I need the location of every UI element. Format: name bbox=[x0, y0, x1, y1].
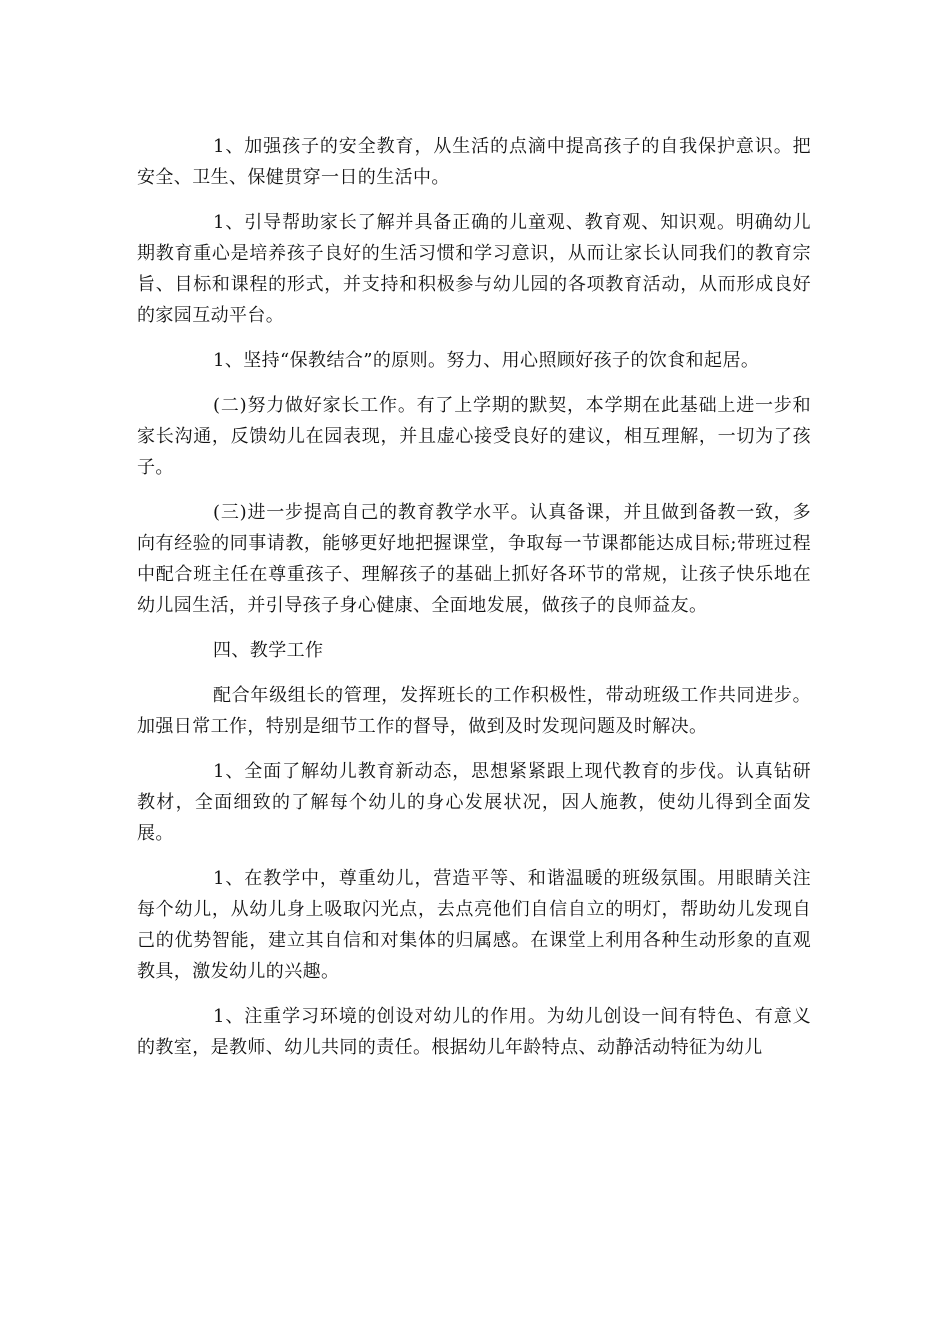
paragraph-class-management: 配合年级组长的管理，发挥班长的工作积极性，带动班级工作共同进步。加强日常工作，特别是细节工作的督导，做到及时发现问题及时解决。 bbox=[137, 685, 811, 737]
paragraph-teaching-level: (三)进一步提高自己的教育教学水平。认真备课，并且做到备教一致，多向有经验的同事请教，能够更好地把握课堂，争取每一节课都能达成目标;带班过程中配合班主任在尊重孩子、理解孩子的基础上抓好各环节的常规，让孩子快乐地在幼儿园生活，并引导孩子身心健康、全面地发展，做孩子的良师益友。 bbox=[137, 502, 811, 616]
paragraph-education-trends: 1、全面了解幼儿教育新动态，思想紧紧跟上现代教育的步伐。认真钻研教材，全面细致的了解每个幼儿的身心发展状况，因人施教，使幼儿得到全面发展。 bbox=[137, 761, 811, 844]
paragraph-safety-education: 1、加强孩子的安全教育，从生活的点滴中提高孩子的自我保护意识。把安全、卫生、保健贯穿一日的生活中。 bbox=[137, 136, 811, 188]
paragraph-care-and-education: 1、坚持“保教结合”的原则。努力、用心照顾好孩子的饮食和起居。 bbox=[213, 350, 760, 371]
paragraph-learning-environment: 1、注重学习环境的创设对幼儿的作用。为幼儿创设一间有特色、有意义的教室，是教师、幼儿共同的责任。根据幼儿年龄特点、动静活动特征为幼儿 bbox=[137, 1006, 811, 1058]
section-heading-teaching-work: 四、教学工作 bbox=[213, 640, 324, 661]
document-body bbox=[137, 131, 811, 1077]
paragraph-parent-guidance: 1、引导帮助家长了解并具备正确的儿童观、教育观、知识观。明确幼儿期教育重心是培养孩子良好的生活习惯和学习意识，从而让家长认同我们的教育宗旨、目标和课程的形式，并支持和积极参与幼儿园的各项教育活动，从而形成良好的家园互动平台。 bbox=[137, 212, 811, 326]
paragraph-parent-work: (二)努力做好家长工作。有了上学期的默契，本学期在此基础上进一步和家长沟通，反馈幼儿在园表现，并且虚心接受良好的建议，相互理解，一切为了孩子。 bbox=[137, 395, 811, 478]
paragraph-respect-children: 1、在教学中，尊重幼儿，营造平等、和谐温暖的班级氛围。用眼睛关注每个幼儿，从幼儿身上吸取闪光点，去点亮他们自信自立的明灯，帮助幼儿发现自己的优势智能，建立其自信和对集体的归属感。在课堂上利用各种生动形象的直观教具，激发幼儿的兴趣。 bbox=[137, 868, 811, 982]
